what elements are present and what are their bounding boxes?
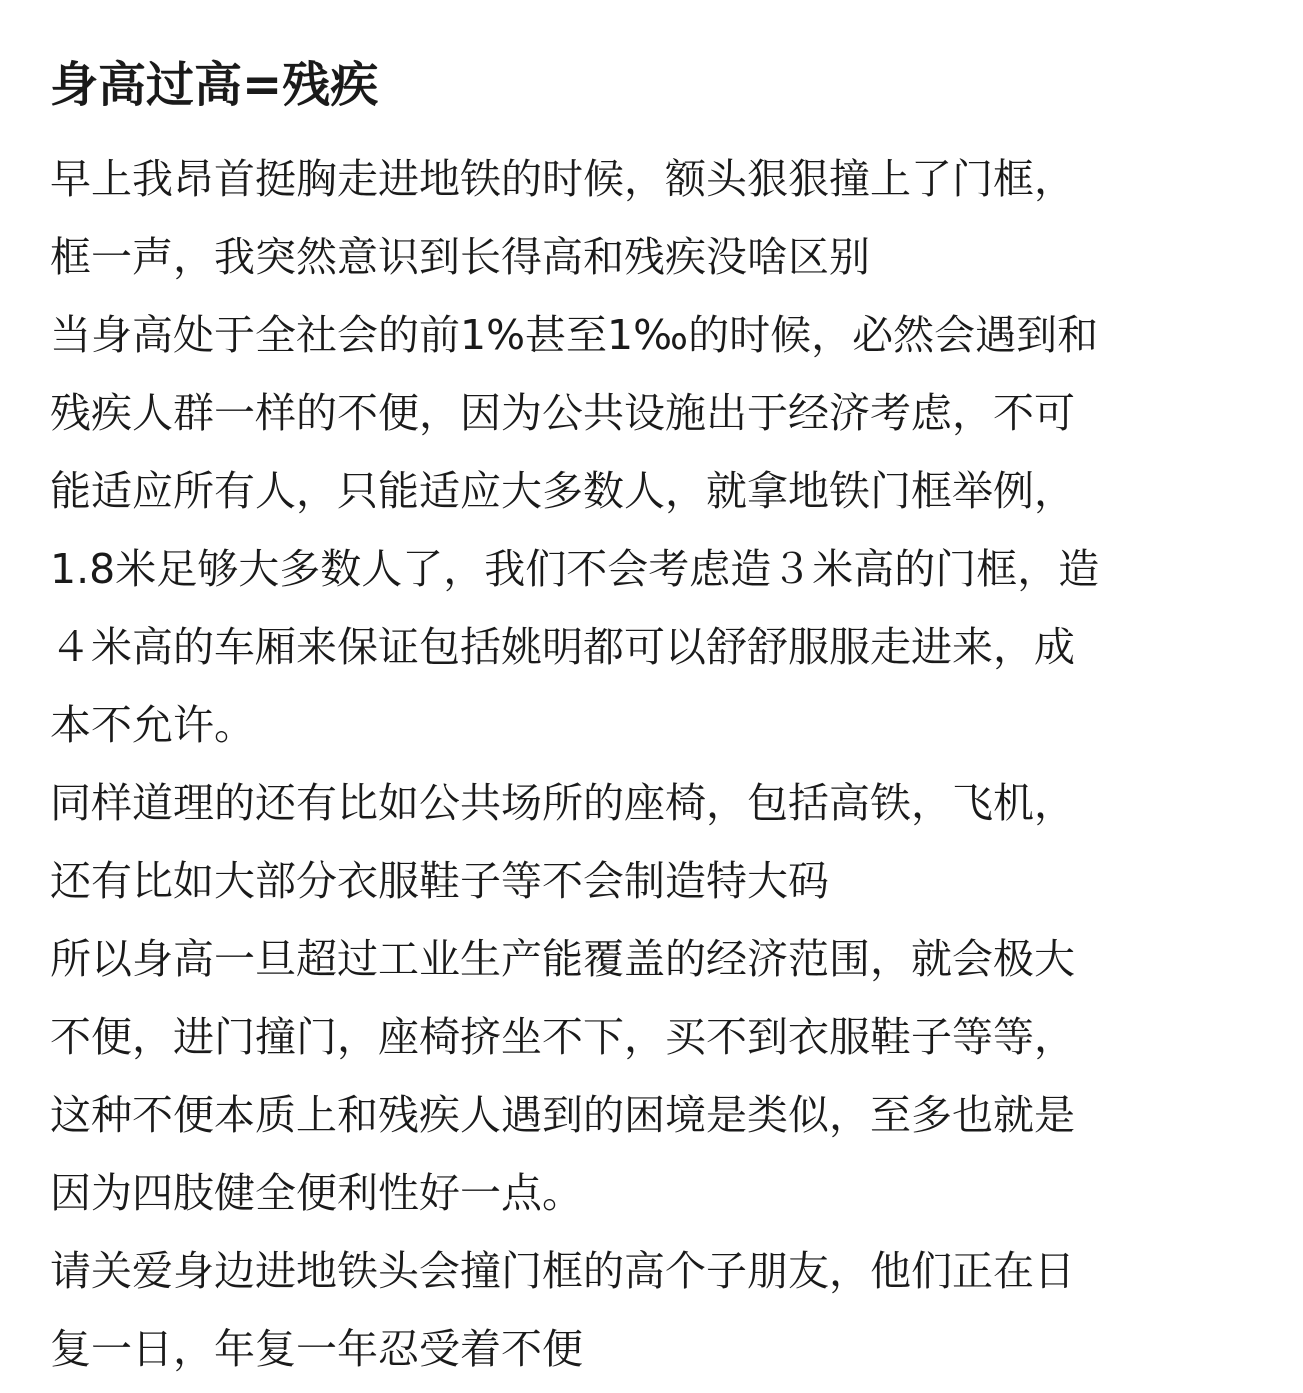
body-line: 能适应所有人，只能适应大多数人，就拿地铁门框举例， xyxy=(50,467,1075,515)
body-line: 还有比如大部分衣服鞋子等不会制造特大码 xyxy=(50,857,829,905)
body-line: 残疾人群一样的不便，因为公共设施出于经济考虑，不可 xyxy=(50,389,1075,437)
body-line: 请关爱身边进地铁头会撞门框的高个子朋友，他们正在日 xyxy=(50,1247,1075,1295)
body-line: 不便，进门撞门，座椅挤坐不下，买不到衣服鞋子等等， xyxy=(50,1013,1075,1061)
body-line: 框一声，我突然意识到长得高和残疾没啥区别 xyxy=(50,233,870,281)
body-line: 复一日，年复一年忍受着不便 xyxy=(50,1325,583,1373)
body-line: 同样道理的还有比如公共场所的座椅，包括高铁，飞机， xyxy=(50,779,1075,827)
body-line: 当身高处于全社会的前1%甚至1‰的时候，必然会遇到和 xyxy=(50,311,1099,359)
body-line: 本不允许。 xyxy=(50,701,255,749)
body-line: 因为四肢健全便利性好一点。 xyxy=(50,1169,583,1217)
body-line: 1.8米足够大多数人了，我们不会考虑造３米高的门框，造 xyxy=(50,545,1100,593)
body-line: ４米高的车厢来保证包括姚明都可以舒舒服服走进来，成 xyxy=(50,623,1075,671)
post-body xyxy=(50,140,1099,1388)
body-line: 所以身高一旦超过工业生产能覆盖的经济范围，就会极大 xyxy=(50,935,1075,983)
post-title: 身高过高=残疾 xyxy=(50,57,379,113)
body-line: 早上我昂首挺胸走进地铁的时候，额头狠狠撞上了门框， xyxy=(50,155,1075,203)
body-line: 这种不便本质上和残疾人遇到的困境是类似，至多也就是 xyxy=(50,1091,1075,1139)
